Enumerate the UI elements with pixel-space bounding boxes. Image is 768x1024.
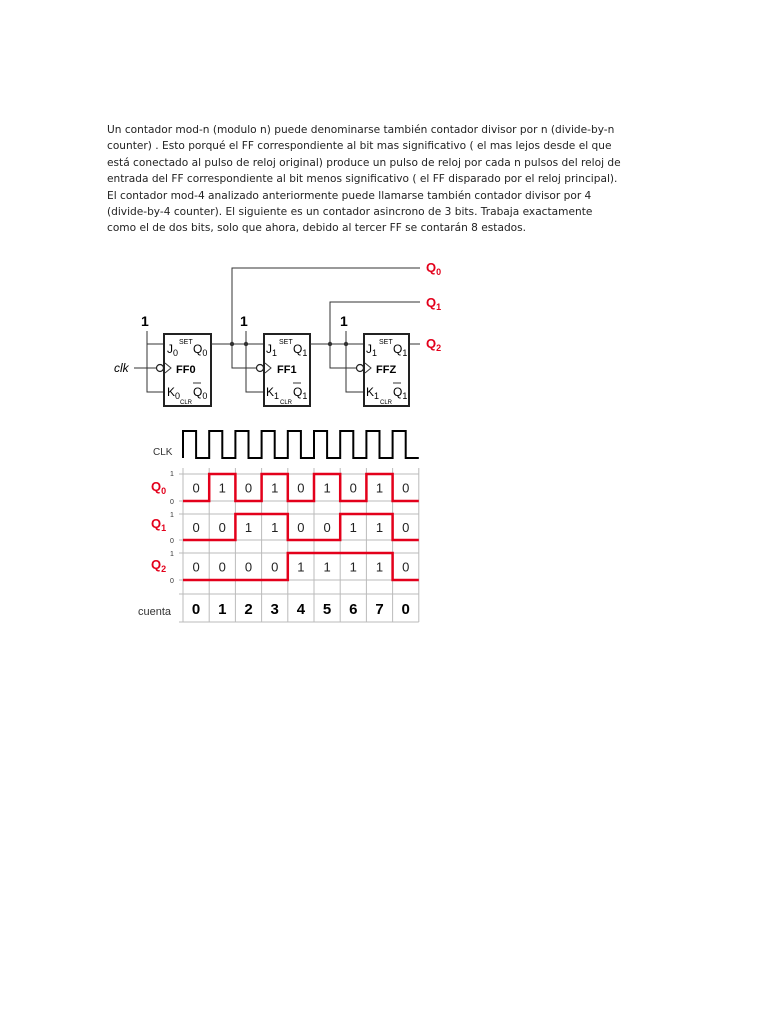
flipflop-ffz [340,313,409,406]
q2-bit-value: 1 [323,559,331,575]
ff1-nq-label: $Q_1$ [293,385,308,401]
q2-level-low: 0 [170,578,174,585]
q2-bit-value: 1 [375,559,384,575]
q1-row-label: $Q_1$ [151,516,167,533]
ff0-nq-label: $Q_0$ [193,385,208,401]
intro-line: está conectado al pulso de reloj original) produce un pulso de reloj por cada n pulsos del reloj de [107,156,621,169]
ff1-name: FF1 [277,364,297,376]
output-q0-label: $Q_0$ [426,260,442,277]
output-q1-label: $Q_1$ [426,295,442,312]
count-value: 0 [401,601,410,618]
q0-bit-value: 0 [192,480,200,496]
output-q2-label: $Q_2$ [426,336,442,353]
q2-bit-value: 0 [402,559,410,575]
flipflop-ff0 [114,313,256,406]
q1-bit-value: 0 [402,520,410,535]
count-row-label: cuenta [138,606,172,618]
q2-bit-value: 0 [271,559,279,575]
ffz-j-node [344,342,348,346]
q1-level-high: 1 [170,512,174,519]
q2-bit-value: 1 [297,559,305,575]
q0-bit-value: 0 [349,480,357,496]
q2-level-high: 1 [170,551,174,558]
ff1-k-label: $K_1$ [266,385,280,401]
q1-bit-value: 1 [271,520,279,535]
intro-line: entrada del FF correspondiente al bit menos significativo ( el FF disparado por el reloj principal). [107,173,618,186]
q1-level-low: 0 [170,538,174,545]
intro-line: como el de dos bits, solo que ahora, debido al tercer FF se contarán 8 estados. [107,222,527,235]
count-value: 7 [375,601,384,618]
ff1-clr-label: CLR [280,400,293,406]
ffz-high-label: 1 [340,313,348,329]
q0-row-label: $Q_0$ [151,479,167,496]
q1-bit-value: 0 [297,520,305,535]
q2-bit-value: 1 [349,559,357,575]
ff0-j-label: $J_0$ [167,342,179,358]
q0-level-high: 1 [170,471,174,478]
clk-waveform [183,431,419,458]
q0-bit-value: 0 [402,480,410,496]
q0-level-low: 0 [170,499,174,506]
ff1-to-ffz-clock-wire [330,344,356,368]
intro-line: counter) . Esto porqué el FF correspondiente al bit mas significativo ( el mas lejos desde el que [107,140,612,153]
clk-input-label: clk [114,361,129,375]
count-value: 5 [322,601,332,618]
count-value: 1 [218,601,227,618]
q0-bit-value: 1 [375,480,384,496]
q1-bit-value: 0 [218,520,226,535]
ffz-q-label: $Q_1$ [393,342,408,358]
ffz-j-label: $J_1$ [366,342,378,358]
count-value: 2 [244,601,253,618]
ffz-nq-label: $Q_1$ [393,385,408,401]
ff0-clock-bubble [157,365,164,372]
circuit [114,260,441,406]
q0-bit-value: 1 [323,480,331,496]
count-value: 4 [296,601,306,618]
q0-bit-value: 0 [244,480,253,496]
intro-line: (divide-by-4 counter). El siguiente es un contador asincrono de 3 bits. Trabaja exactamente [107,206,593,219]
q0-bit-value: 1 [271,480,279,496]
count-value: 3 [270,601,279,618]
ff0-q-label: $Q_0$ [193,342,208,358]
timing-diagram [138,431,419,622]
ff1-high-label: 1 [240,313,248,329]
ffz-name: FFZ [376,364,397,376]
ff1-high-wire [246,331,264,392]
ffz-set-label: SET [379,339,393,346]
intro-line: El contador mod-4 analizado anteriormente puede llamarse también contador divisor por 4 [107,189,592,202]
ff0-high-wire [147,331,164,392]
ffz-clock-bubble [357,365,364,372]
count-value: 6 [349,601,358,618]
ff1-set-label: SET [279,339,293,346]
q0-bit-value: 0 [297,480,305,496]
ff0-set-label: SET [179,339,193,346]
ff0-clr-label: CLR [180,400,193,406]
ff1-clock-bubble [257,365,264,372]
q0-output-wire [232,268,420,344]
ff0-to-ff1-clock-wire [232,344,256,368]
ff1-q-label: $Q_1$ [293,342,308,358]
q1-bit-value: 0 [323,520,331,535]
ff0-k-label: $K_0$ [167,385,181,401]
clk-row-label: CLK [153,447,173,458]
q1-bit-value: 1 [349,520,357,535]
q2-bit-value: 0 [244,559,253,575]
ff1-j-label: $J_1$ [266,342,278,358]
flipflop-ff1 [240,313,356,406]
ffz-k-label: $K_1$ [366,385,380,401]
q0-bit-value: 1 [218,480,226,496]
intro-line: Un contador mod-n (modulo n) puede denominarse también contador divisor por n (divide-by-n [107,124,615,136]
q2-bit-value: 0 [192,559,200,575]
q1-bit-value: 0 [192,520,200,535]
ff1-j-node [244,342,248,346]
ffz-clr-label: CLR [380,400,393,406]
ffz-high-wire [346,331,364,392]
q2-row-label: $Q_2$ [151,557,167,574]
ff0-high-label: 1 [141,313,149,329]
q1-bit-value: 1 [244,520,253,535]
ff0-name: FF0 [176,364,196,376]
count-value: 0 [191,601,201,618]
q1-bit-value: 1 [375,520,384,535]
q2-bit-value: 0 [218,559,226,575]
